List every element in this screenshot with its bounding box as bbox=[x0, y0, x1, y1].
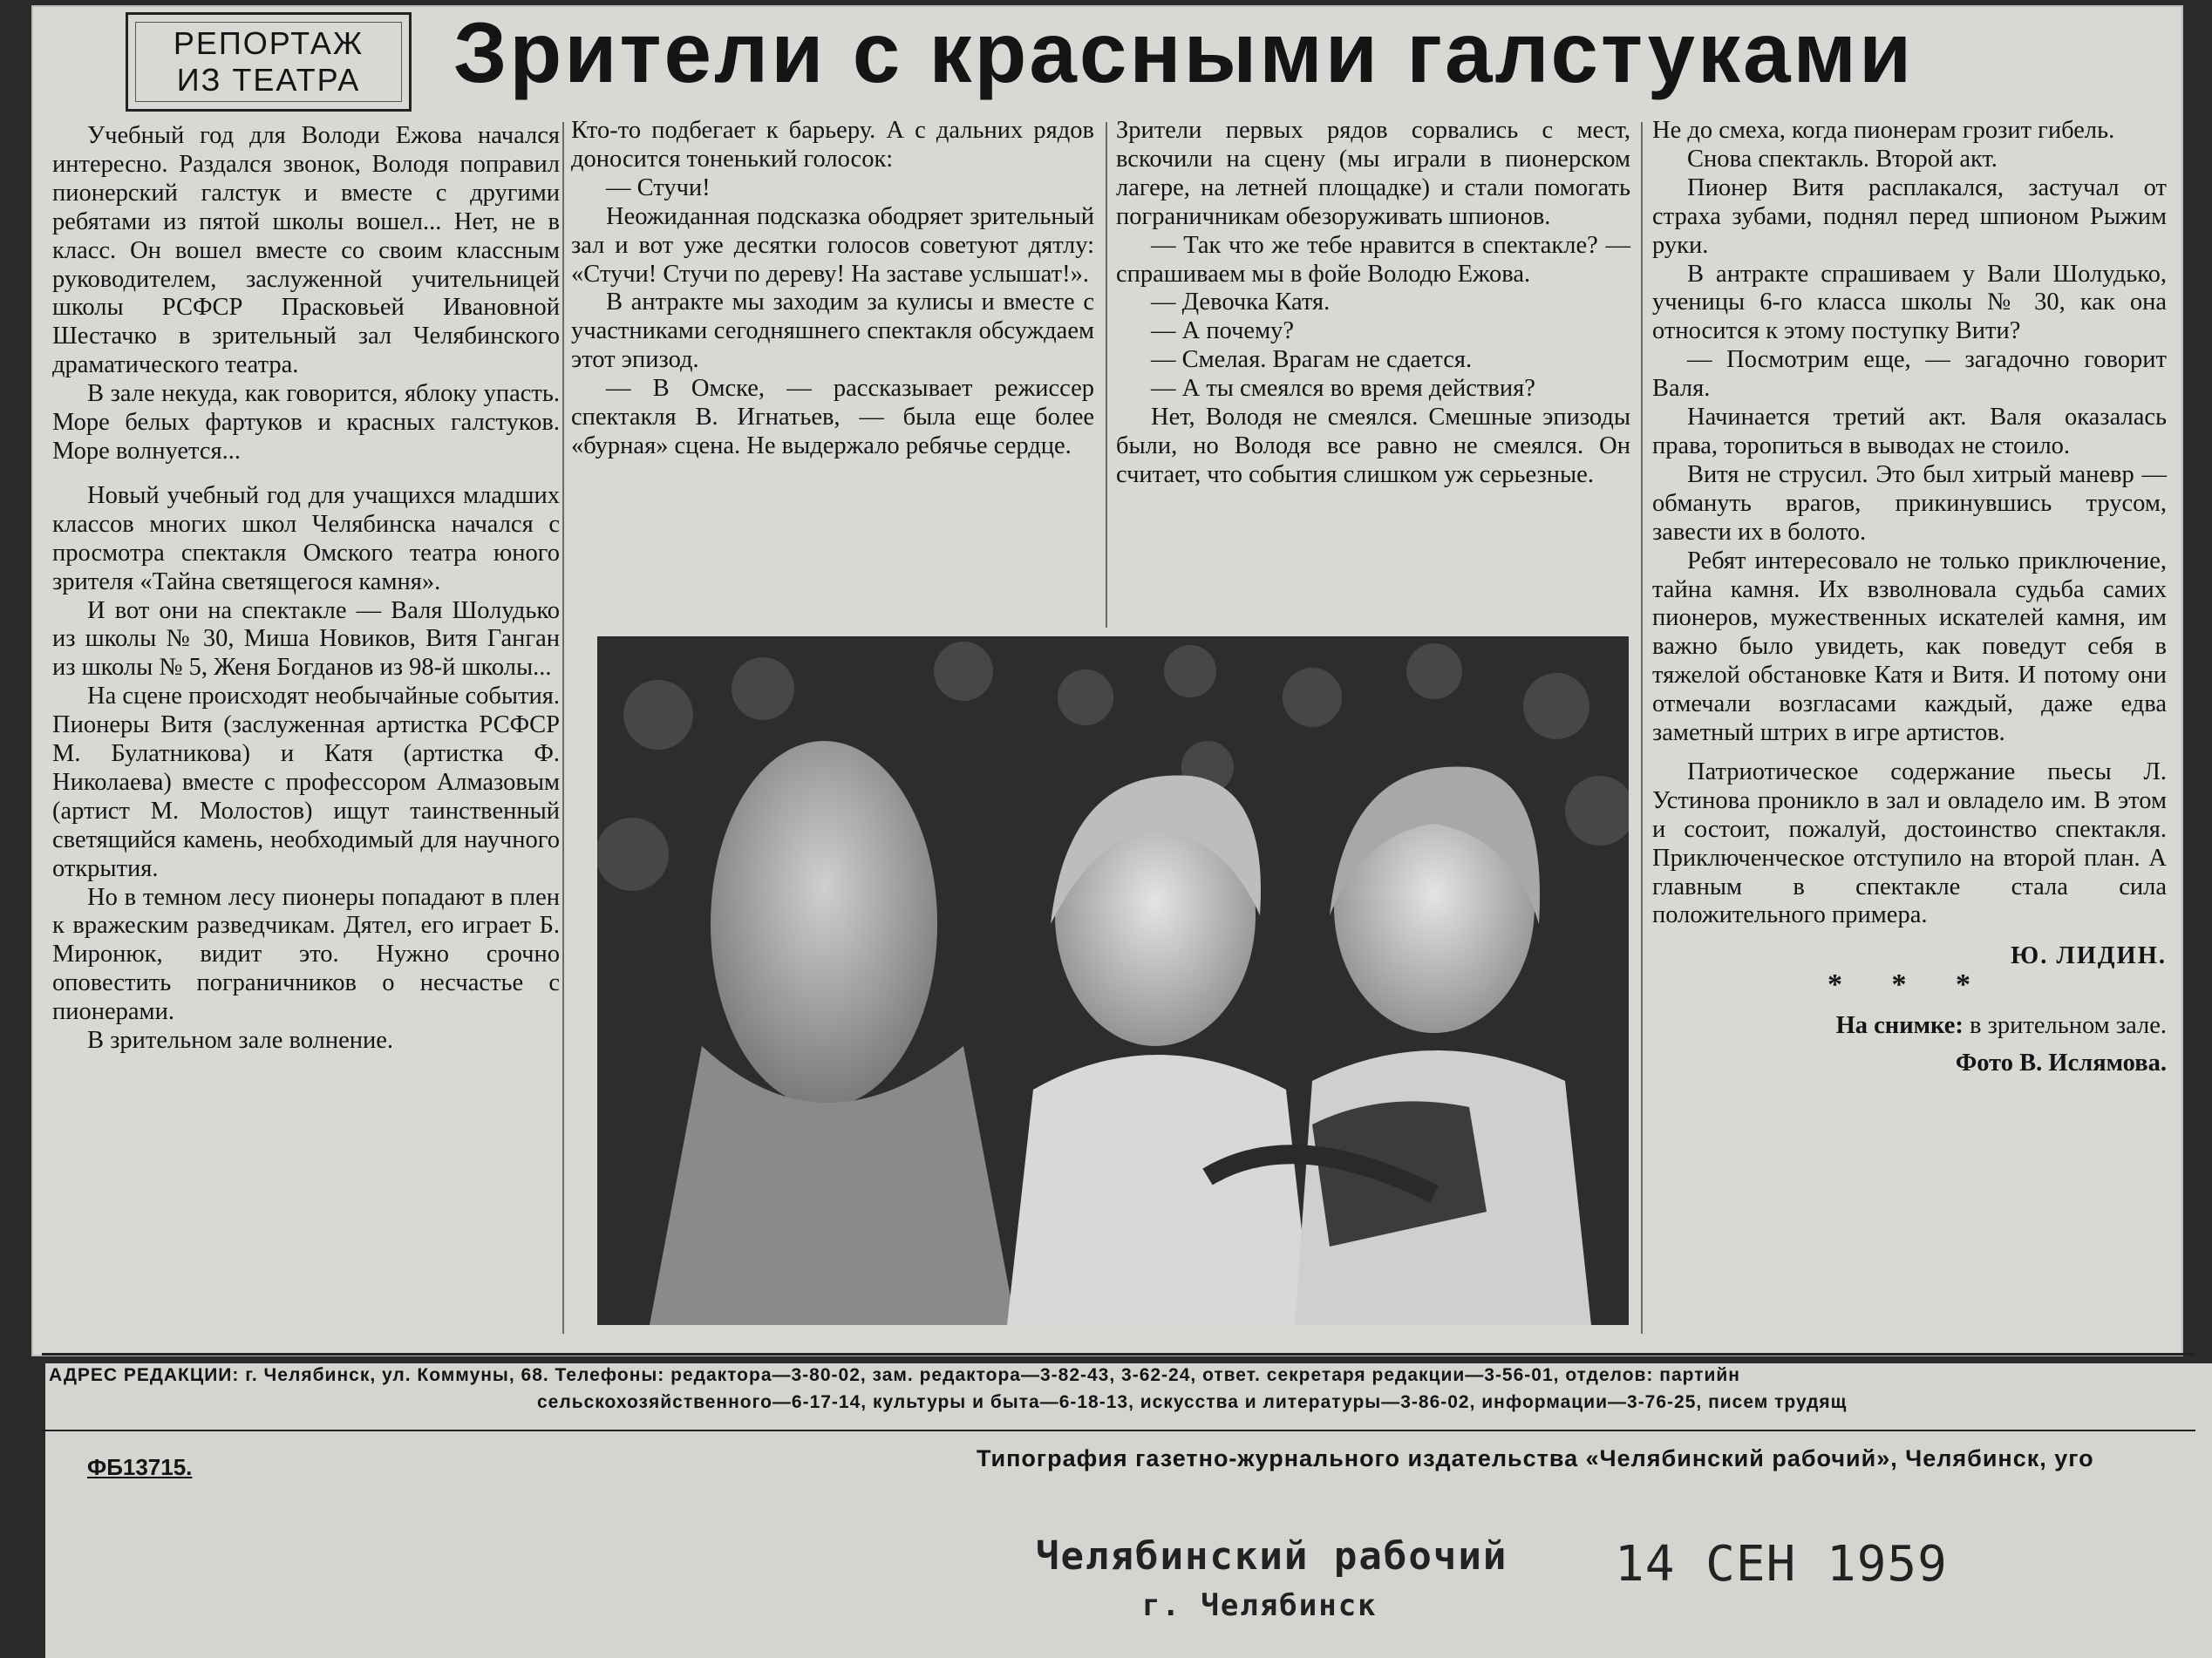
paragraph: Кто-то подбегает к барьеру. А с дальних рядов доносится тоненький голосок: bbox=[571, 117, 1094, 173]
paragraph: — В Омске, — рассказывает режиссер спектакля В. Игнатьев, — была еще более «бурная» сцена. Не выдержало ребячье сердце. bbox=[571, 375, 1094, 459]
rubric-line-2: ИЗ ТЕАТРА bbox=[176, 62, 361, 98]
column-rule bbox=[562, 122, 564, 1334]
print-code: ФБ13715. bbox=[87, 1454, 193, 1480]
paragraph: Пионер Витя расплакался, застучал от страха зубами, поднял перед шпионом Рыжим руки. bbox=[1652, 173, 2167, 259]
address-line-1: АДРЕС РЕДАКЦИИ: г. Челябинск, ул. Коммуны, 68. Телефоны: редактора—3-80-02, зам. редактора—3-82-43, 3-62-24, ответ. секретаря редакции—3-56-01, отделов: партийн bbox=[49, 1365, 1740, 1385]
stamp-date: 14 СЕН 1959 bbox=[1615, 1536, 1948, 1593]
headline: Зрители с красными галстуками bbox=[453, 3, 1915, 100]
rubric-inner-frame bbox=[135, 22, 402, 102]
paragraph: — Посмотрим еще, — загадочно говорит Валя. bbox=[1652, 346, 2167, 403]
paragraph: — Смелая. Врагам не сдается. bbox=[1151, 346, 1473, 374]
paragraph: Нет, Володя не смеялся. Смешные эпизоды были, но Володя все равно не смеялся. Он считает, что события слишком уж серьезные. bbox=[1116, 404, 1630, 488]
column-rule bbox=[1641, 122, 1643, 1334]
caption-prefix: На снимке: bbox=[1835, 1012, 1964, 1040]
paragraph: Не до смеха, когда пионерам грозит гибель. bbox=[1652, 117, 2115, 144]
paragraph: Зрители первых рядов сорвались с мест, вскочили на сцену (мы играли в пионерском лагере, на летней площадке) и стали помогать пограничникам обезоруживать шпионов. bbox=[1116, 117, 1630, 230]
audience-photo bbox=[597, 636, 1629, 1325]
paragraph: Снова спектакль. Второй акт. bbox=[1687, 145, 1998, 173]
rubric-line-1: РЕПОРТАЖ bbox=[173, 25, 364, 61]
article-column-2 bbox=[571, 117, 1094, 461]
article-column-1 bbox=[52, 122, 560, 1056]
paragraph: В зале некуда, как говорится, яблоку упасть. Море белых фартуков и красных галстуков. Море волнуется... bbox=[52, 380, 560, 465]
column-rule bbox=[1106, 122, 1107, 628]
paragraph: Начинается третий акт. Валя оказалась права, торопиться в выводах не стоило. bbox=[1652, 404, 2167, 459]
paragraph: — Так что же тебе нравится в спектакле? — спрашиваем мы в фойе Володю Ежова. bbox=[1116, 231, 1630, 288]
footer-rule-top bbox=[42, 1353, 2195, 1356]
rubric-box bbox=[126, 12, 412, 112]
paragraph: — Девочка Катя. bbox=[1151, 289, 1331, 316]
paragraph: Патриотическое содержание пьесы Л. Устинова проникло в зал и овладело им. В этом и состоит, пожалуй, достоинство спектакля. Приключенческое отступило на второй план. А главным в спектакле стала сила положительного примера. bbox=[1652, 758, 2167, 929]
editorial-address bbox=[49, 1362, 2202, 1416]
separator-stars: * * * bbox=[1827, 968, 1991, 1002]
article-column-4 bbox=[1652, 117, 2167, 1078]
paragraph: На сцене происходят необычайные события. Пионеры Витя (заслуженная артистка РСФСР М. Булатникова) и Катя (артистка Ф. Николаева) вместе с профессором Алмазовым (артист М. Молостов) ищут таинственный светящийся камень, необходимый для научного открытия. bbox=[52, 683, 560, 882]
paragraph: В зрительном зале волнение. bbox=[87, 1027, 394, 1055]
caption-text: в зрительном зале. bbox=[1970, 1012, 2167, 1040]
photo-caption bbox=[1652, 1012, 2167, 1041]
paragraph: Но в темном лесу пионеры попадают в плен к вражеским разведчикам. Дятел, его играет Б. Миронюк, видит это. Нужно срочно оповестить пограничников о несчастье с пионерами. bbox=[52, 883, 560, 1026]
footer-rule-bottom bbox=[42, 1430, 2195, 1431]
photo-credit: Фото В. Ислямова. bbox=[1955, 1050, 2167, 1077]
paragraph: В антракте спрашиваем у Вали Шолудько, ученицы 6-го класса школы № 30, как она относится к этому поступку Вити? bbox=[1652, 260, 2167, 345]
paragraph: Неожиданная подсказка ободряет зрительный зал и вот уже десятки голосов советуют дятлу: «Стучи! Стучи по дереву! На заставе услышат!». bbox=[571, 202, 1094, 288]
author-signature: Ю. ЛИДИН. bbox=[2011, 942, 2167, 970]
stamp-newspaper: Челябинский рабочий bbox=[1036, 1534, 1508, 1579]
paragraph: — А почему? bbox=[1151, 317, 1295, 345]
paragraph: Витя не струсил. Это был хитрый маневр — обмануть врагов, прикинувшись трусом, завести их в болото. bbox=[1652, 460, 2167, 546]
address-line-2: сельскохозяйственного—6-17-14, культуры и быта—6-18-13, искусства и литературы—3-86-02, информации—3-76-25, писем трудящ bbox=[537, 1392, 1848, 1412]
stamp-city: г. Челябинск bbox=[1142, 1588, 1378, 1623]
paragraph: Учебный год для Володи Ежова начался интересно. Раздался звонок, Володя поправил пионерский галстук и вместе с другими ребятами из пятой школы вошел... Нет, не в класс. Он вошел вместе со своим классным руководителем, заслуженной учительницей школы РСФСР Прасковьей Ивановной Шестачко в зрительный зал Челябинского драматического театра. bbox=[52, 122, 560, 379]
paragraph: И вот они на спектакле — Валя Шолудько из школы № 30, Миша Новиков, Витя Ганган из школы № 5, Женя Богданов из 98-й школы... bbox=[52, 596, 560, 682]
paragraph: — А ты смеялся во время действия? bbox=[1151, 375, 1535, 403]
paragraph: В антракте мы заходим за кулисы и вместе с участниками сегодняшнего спектакля обсуждаем этот эпизод. bbox=[571, 289, 1094, 374]
article-column-3 bbox=[1116, 117, 1630, 490]
paragraph: Новый учебный год для учащихся младших классов многих школ Челябинска начался с просмотра спектакля Омского театра юного зрителя «Тайна светящегося камня». bbox=[52, 481, 560, 595]
photo-illustration bbox=[597, 636, 1629, 1325]
printer-imprint: Типография газетно-журнального издательства «Челябинский рабочий», Челябинск, уго bbox=[977, 1445, 2094, 1471]
paragraph: — Стучи! bbox=[606, 173, 711, 201]
paragraph: Ребят интересовало не только приключение, тайна камня. Их взволновала судьба самих пионеров, мужественных искателей камня, им важно было увидеть, как поведут себя в тяжелой обстановке Катя и Витя. И потому они отмечали возгласами каждый, даже едва заметный штрих в игре артистов. bbox=[1652, 547, 2167, 747]
